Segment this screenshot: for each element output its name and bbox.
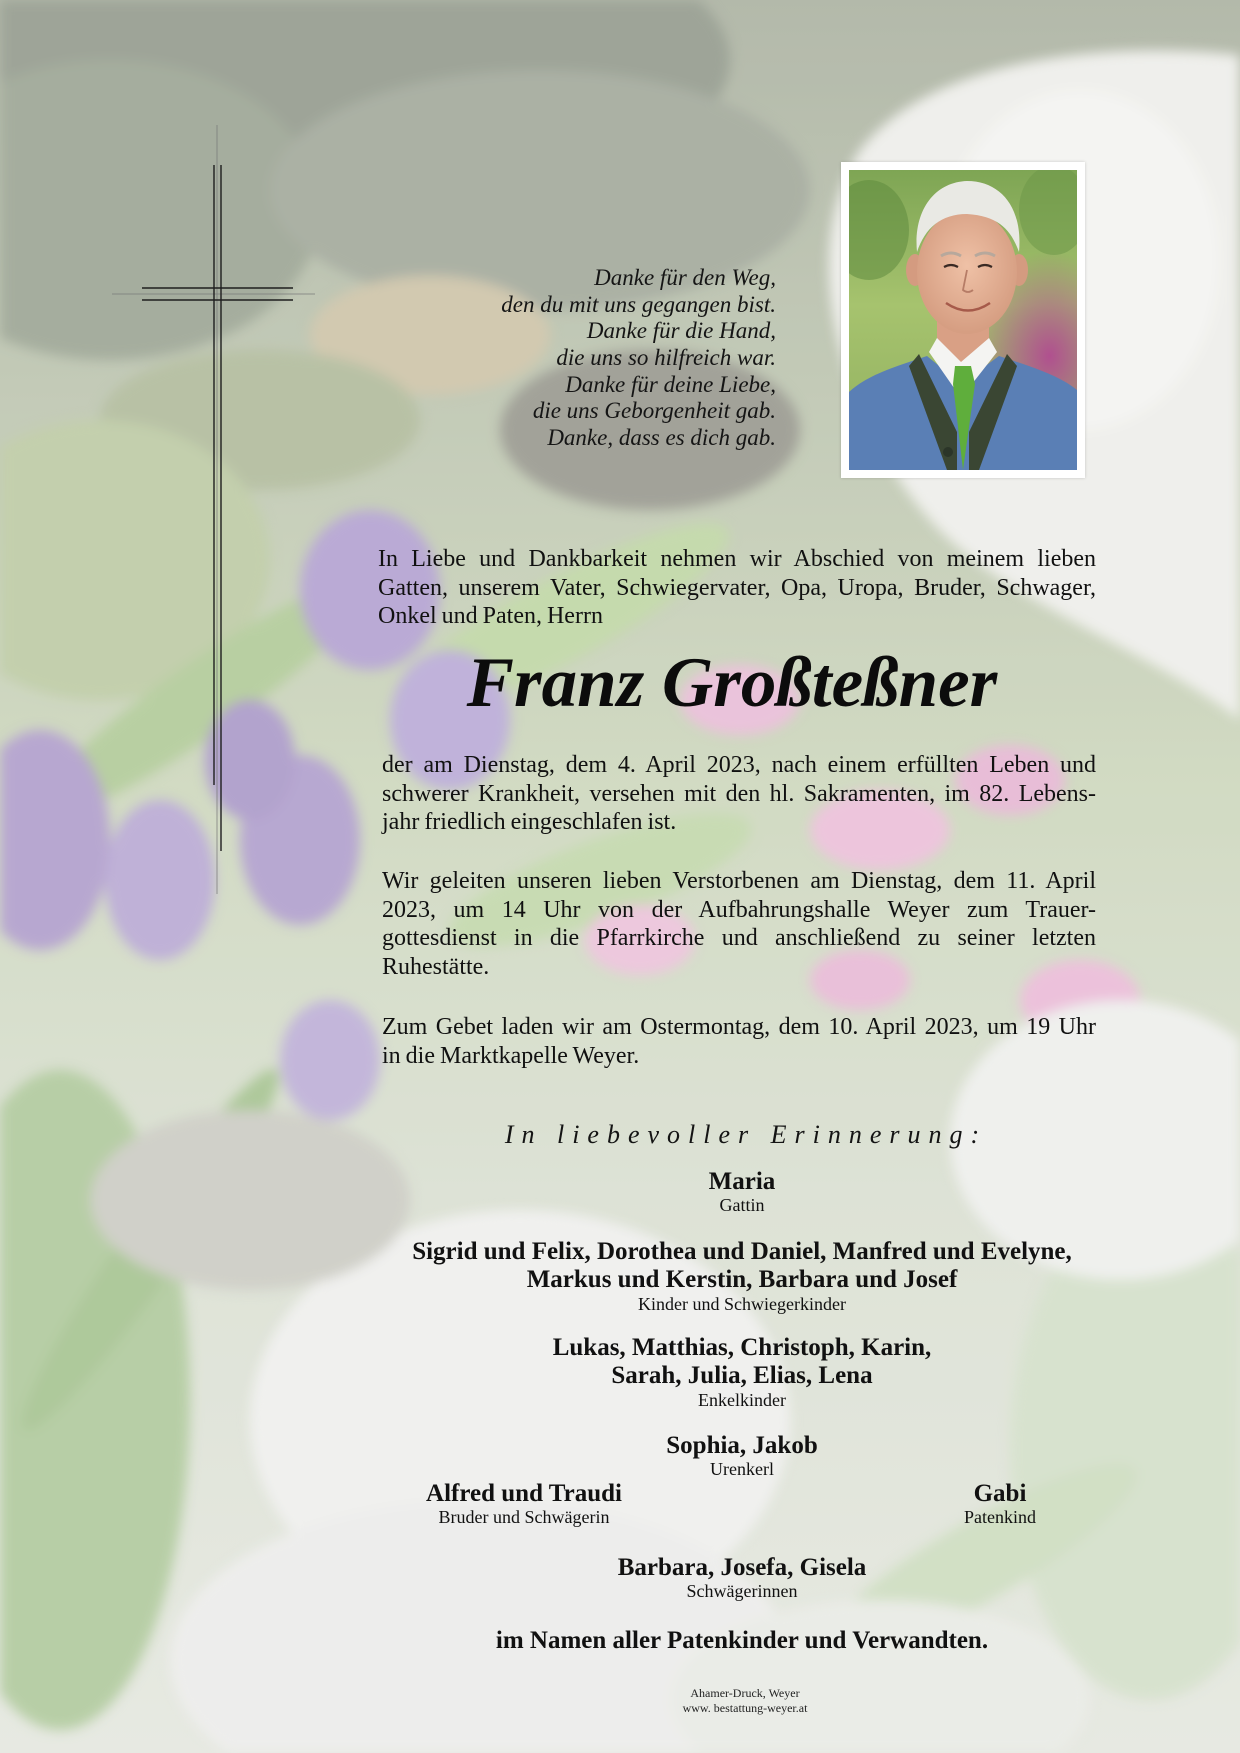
jacket-button — [943, 447, 953, 457]
mourner-names: Alfred und Traudi — [426, 1479, 622, 1507]
poem-line: den du mit uns gegangen bist. — [501, 291, 776, 317]
mourner-group-godchild — [850, 1480, 1150, 1529]
deceased-name: Franz Großteßner — [466, 644, 998, 722]
poem-line: Danke für deine Liebe, — [565, 371, 776, 397]
funeral-home-website: www. bestattung-weyer.at — [682, 1701, 808, 1715]
mourner-names: Sarah, Julia, Elias, Lena — [611, 1362, 873, 1389]
prayer-paragraph — [382, 1013, 1096, 1070]
memorial-heading: In liebevoller Erinnerung: — [504, 1120, 988, 1149]
cross-icon — [0, 0, 400, 950]
funeral-line: Ruhestätte. — [382, 953, 490, 980]
mourner-relation: Bruder und Schwägerin — [438, 1507, 610, 1527]
mourner-group-sisters-in-law — [362, 1554, 1122, 1603]
mourner-relation: Gattin — [719, 1195, 765, 1215]
mourner-group-spouse — [362, 1168, 1122, 1217]
mourner-names: Gabi — [973, 1479, 1027, 1507]
death-notice-line: schwerer Krankheit, versehen mit den hl. Sakramenten, im 82. Lebens- — [382, 780, 1096, 807]
printer-credit: Ahamer-Druck, Weyer — [690, 1686, 800, 1700]
death-notice-paragraph — [382, 751, 1096, 837]
intro-line: In Liebe und Dankbarkeit nehmen wir Abschied von meinem lieben — [378, 546, 1096, 572]
poem-line: die uns Geborgenheit gab. — [532, 398, 776, 424]
poem-line: die uns so hilfreich war. — [556, 344, 776, 370]
death-notice-line: jahr friedlich eingeschlafen ist. — [382, 809, 677, 835]
poem-line: Danke für den Weg, — [594, 265, 776, 290]
poem — [416, 265, 776, 452]
prayer-line: Zum Gebet laden wir am Ostermontag, dem 10. April 2023, um 19 Uhr — [382, 1014, 1096, 1040]
mourner-relation: Enkelkinder — [698, 1389, 786, 1410]
mourner-relation: Schwägerinnen — [686, 1581, 798, 1601]
intro-line: Gatten, unserem Vater, Schwiegervater, Opa, Uropa, Bruder, Schwager, — [378, 574, 1096, 601]
funeral-line: gottesdienst in die Pfarrkirche und anschließend zu seiner letzten — [382, 925, 1096, 951]
mourner-names: Sigrid und Felix, Dorothea und Daniel, Manfred und Evelyne, — [412, 1237, 1072, 1265]
mourner-group-great-grandchildren — [362, 1432, 1122, 1481]
prayer-line: in die Marktkapelle Weyer. — [382, 1042, 640, 1069]
photo-frame — [841, 162, 1085, 478]
death-notice-line: der am Dienstag, dem 4. April 2023, nach einem erfüllten Leben und — [382, 752, 1096, 778]
intro-line: Onkel und Paten, Herrn — [378, 603, 603, 629]
funeral-line: 2023, um 14 Uhr von der Aufbahrungshalle Weyer zum Trauer- — [382, 896, 1096, 923]
mourner-relation: Patenkind — [964, 1507, 1036, 1527]
portrait-photo — [849, 170, 1077, 470]
mourner-names: Maria — [708, 1167, 776, 1195]
mourner-names: Lukas, Matthias, Christoph, Karin, — [552, 1333, 932, 1361]
mourner-names: Barbara, Josefa, Gisela — [617, 1553, 867, 1581]
mourner-group-sibling — [374, 1480, 674, 1529]
memorial-closing: im Namen aller Patenkinder und Verwandten. — [495, 1626, 989, 1654]
footer — [595, 1686, 895, 1716]
funeral-line: Wir geleiten unseren lieben Verstorbenen am Dienstag, dem 11. April — [382, 868, 1096, 894]
mourner-names: Markus und Kerstin, Barbara und Josef — [526, 1266, 958, 1293]
poem-line: Danke für die Hand, — [586, 318, 776, 344]
mourner-group-children — [362, 1238, 1122, 1315]
mourner-group-grandchildren — [362, 1334, 1122, 1411]
mourner-names: Sophia, Jakob — [666, 1431, 818, 1459]
mourner-relation: Urenkerl — [710, 1459, 774, 1479]
poem-line: Danke, dass es dich gab. — [547, 424, 776, 450]
intro-paragraph — [378, 545, 1096, 631]
funeral-paragraph — [382, 867, 1096, 981]
mourner-relation: Kinder und Schwiegerkinder — [638, 1293, 846, 1314]
